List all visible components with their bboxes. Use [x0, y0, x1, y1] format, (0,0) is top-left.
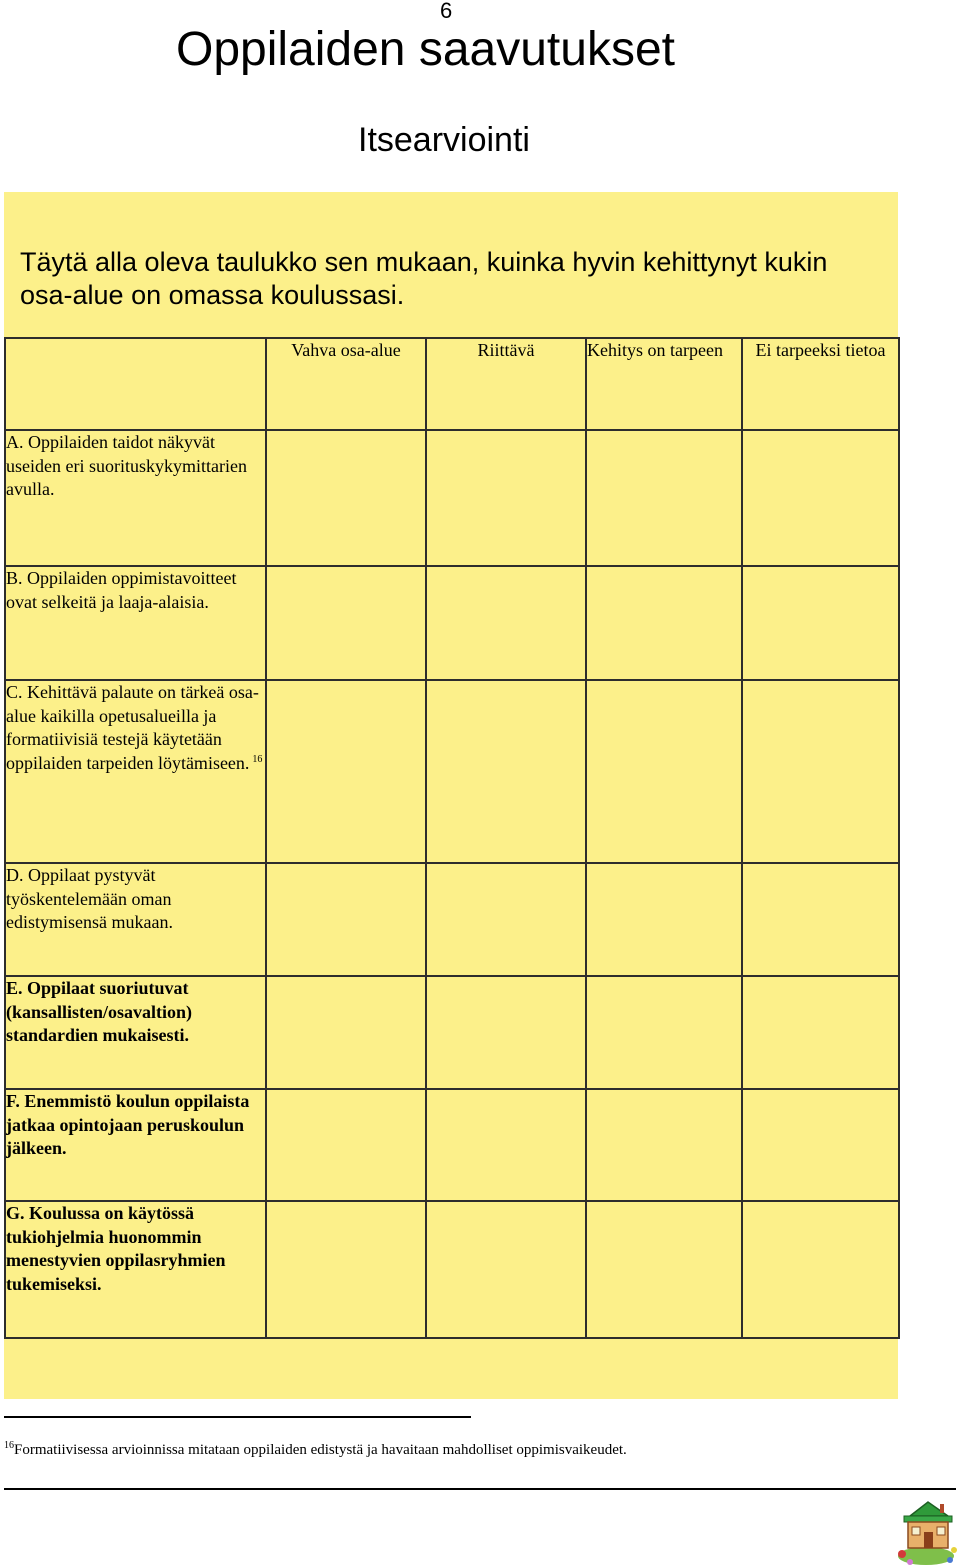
rating-cell-a-strong[interactable] [266, 430, 426, 566]
self-assessment-table [4, 337, 900, 1339]
rating-cell-b-needs-development[interactable] [586, 566, 742, 680]
rating-cell-f-strong[interactable] [266, 1089, 426, 1201]
footnote-text: Formatiivisessa arvioinnissa mitataan oppilaiden edistystä ja havaitaan mahdolliset oppimisvaikeudet. [14, 1442, 627, 1458]
row-label-b: B. Oppilaiden oppimistavoitteet ovat selkeitä ja laaja-alaisia. [5, 566, 266, 680]
bottom-divider [4, 1488, 956, 1490]
column-header-sufficient: Riittävä [426, 338, 586, 430]
rating-cell-f-needs-development[interactable] [586, 1089, 742, 1201]
table-row [5, 680, 899, 863]
rating-cell-g-strong[interactable] [266, 1201, 426, 1338]
rating-cell-e-needs-development[interactable] [586, 976, 742, 1089]
row-label-c [5, 680, 266, 863]
rating-cell-f-sufficient[interactable] [426, 1089, 586, 1201]
footnote-reference: 16 [252, 753, 263, 765]
table-row [5, 430, 899, 566]
rating-cell-b-sufficient[interactable] [426, 566, 586, 680]
header-corner-cell [5, 338, 266, 430]
rating-cell-a-needs-development[interactable] [586, 430, 742, 566]
rating-cell-e-strong[interactable] [266, 976, 426, 1089]
column-header-not-enough-info: Ei tarpeeksi tietoa [742, 338, 899, 430]
table-row [5, 566, 899, 680]
school-house-icon [896, 1496, 960, 1567]
rating-cell-c-not-enough-info[interactable] [742, 680, 899, 863]
rating-cell-a-not-enough-info[interactable] [742, 430, 899, 566]
page-number: 6 [440, 0, 453, 23]
table-row [5, 976, 899, 1089]
footnote [4, 1440, 627, 1460]
rating-cell-d-needs-development[interactable] [586, 863, 742, 976]
page-subtitle: Itsearviointi [358, 121, 530, 159]
table-row [5, 1089, 899, 1201]
column-header-strong: Vahva osa-alue [266, 338, 426, 430]
row-label-a: A. Oppilaiden taidot näkyvät useiden eri suorituskykymittarien avulla. [5, 430, 266, 566]
rating-cell-c-sufficient[interactable] [426, 680, 586, 863]
rating-cell-e-not-enough-info[interactable] [742, 976, 899, 1089]
rating-cell-f-not-enough-info[interactable] [742, 1089, 899, 1201]
instructions-text: Täytä alla oleva taulukko sen mukaan, kuinka hyvin kehittynyt kukin osa-alue on omassa koulussasi. [20, 247, 828, 310]
row-label-g: G. Koulussa on käytössä tukiohjelmia huonommin menestyvien oppilasryhmien tukemiseksi. [5, 1201, 266, 1338]
row-label-e: E. Oppilaat suoriutuvat (kansallisten/osavaltion) standardien mukaisesti. [5, 976, 266, 1089]
row-label-c-text: C. Kehittävä palaute on tärkeä osa-alue kaikilla opetusalueilla ja formatiivisiä testejä käytetään oppilaiden tarpeiden löytämiseen. [6, 682, 259, 773]
rating-cell-g-not-enough-info[interactable] [742, 1201, 899, 1338]
column-header-needs-development: Kehitys on tarpeen [586, 338, 742, 430]
rating-cell-a-sufficient[interactable] [426, 430, 586, 566]
page-title: Oppilaiden saavutukset [176, 23, 675, 76]
rating-cell-g-needs-development[interactable] [586, 1201, 742, 1338]
footnote-divider [4, 1416, 471, 1418]
rating-cell-g-sufficient[interactable] [426, 1201, 586, 1338]
footnote-number: 16 [4, 1440, 14, 1451]
rating-cell-c-needs-development[interactable] [586, 680, 742, 863]
table-row [5, 863, 899, 976]
rating-cell-b-strong[interactable] [266, 566, 426, 680]
rating-cell-c-strong[interactable] [266, 680, 426, 863]
table-row [5, 1201, 899, 1338]
rating-cell-b-not-enough-info[interactable] [742, 566, 899, 680]
rating-cell-e-sufficient[interactable] [426, 976, 586, 1089]
row-label-d: D. Oppilaat pystyvät työskentelemään oman edistymisensä mukaan. [5, 863, 266, 976]
rating-cell-d-strong[interactable] [266, 863, 426, 976]
rating-cell-d-sufficient[interactable] [426, 863, 586, 976]
row-label-f: F. Enemmistö koulun oppilaista jatkaa opintojaan peruskoulun jälkeen. [5, 1089, 266, 1201]
table-header-row [5, 338, 899, 430]
rating-cell-d-not-enough-info[interactable] [742, 863, 899, 976]
